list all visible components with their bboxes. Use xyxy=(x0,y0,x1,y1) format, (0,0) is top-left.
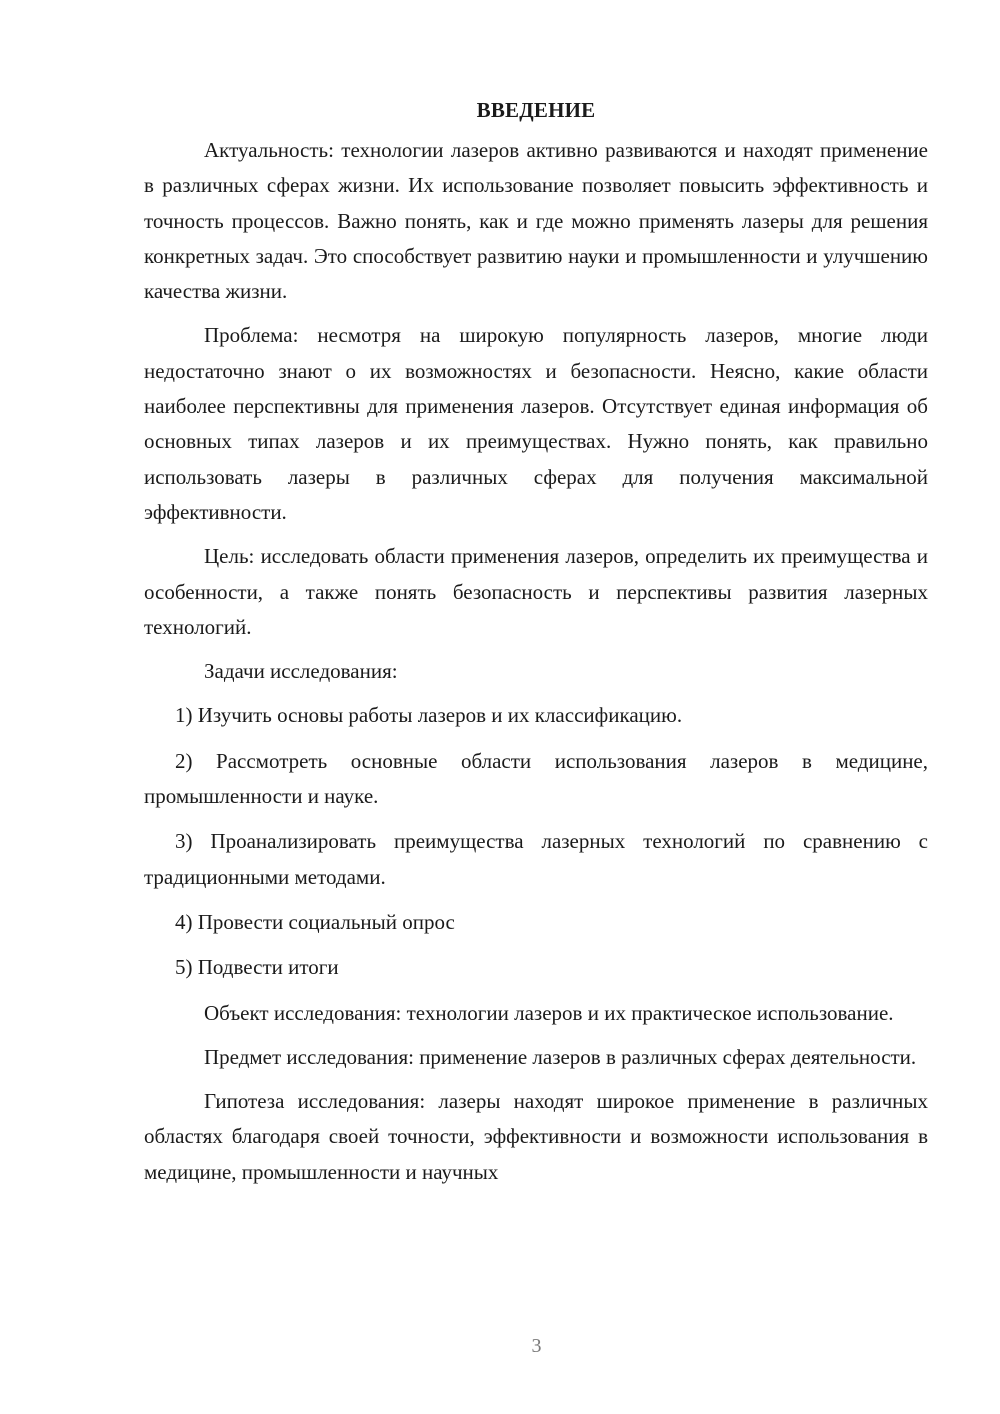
list-item: 4) Провести социальный опрос xyxy=(175,909,455,934)
paragraph-subject: Предмет исследования: применение лазеров в различных сферах деятельности. xyxy=(204,1044,917,1069)
paragraph-goal: Цель: исследовать области применения лазеров, определить их преимущества и особенности, а также понять безопасность и перспективы развития лазерных технологий. xyxy=(144,544,928,639)
paragraph-object: Объект исследования: технологии лазеров и их практическое использование. xyxy=(204,1000,894,1025)
section-heading: ВВЕДЕНИЕ xyxy=(476,98,596,122)
tasks-title: Задачи исследования: xyxy=(204,659,398,684)
page-number: 3 xyxy=(531,1335,542,1357)
list-item: 3) Проанализировать преимущества лазерных технологий по сравнению с традиционными методами. xyxy=(144,829,928,889)
list-item: 1) Изучить основы работы лазеров и их классификацию. xyxy=(175,703,683,728)
list-item: 2) Рассмотреть основные области использования лазеров в медицине, промышленности и науке. xyxy=(144,748,928,809)
paragraph-problem: Проблема: несмотря на широкую популярность лазеров, многие люди недостаточно знают о их возможностях и безопасности. Неясно, какие области наиболее перспективны для применения лазеров. Отсутствует единая информация об основных типах лазеров и их преимуществах. Нужно понять, как правильно использовать лазеры в различных сферах для получения максимальной эффективности. xyxy=(144,323,928,524)
page-content xyxy=(144,95,928,1199)
tasks-list xyxy=(144,698,928,985)
list-item: 5) Подвести итоги xyxy=(175,955,339,980)
paragraph-hypothesis: Гипотеза исследования: лазеры находят широкое применение в различных областях благодаря своей точности, эффективности и возможности использования в медицине, промышленности и научных xyxy=(144,1089,928,1184)
paragraph-relevance: Актуальность: технологии лазеров активно развиваются и находят применение в различных сферах жизни. Их использование позволяет повысить эффективность и точность процессов. Важно понять, как и где можно применять лазеры для решения конкретных задач. Это способствует развитию науки и промышленности и улучшению качества жизни. xyxy=(144,138,928,304)
